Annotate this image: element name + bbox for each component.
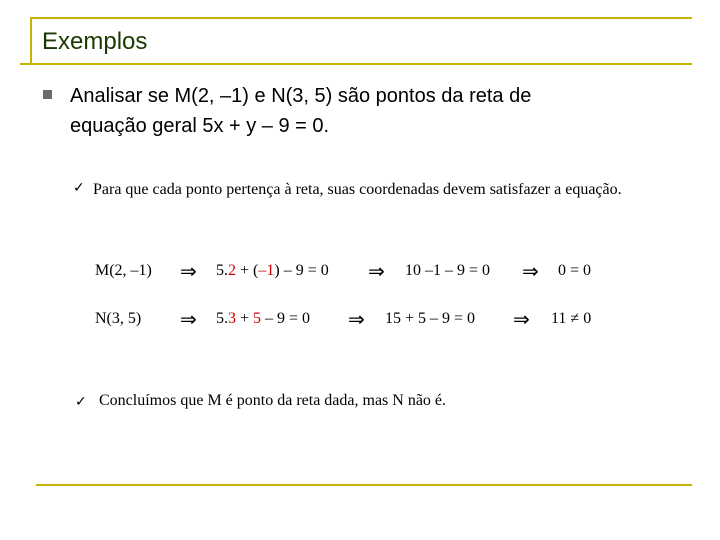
square-bullet-icon: [43, 90, 52, 99]
slide-title: Exemplos: [42, 28, 148, 55]
implies-arrow-icon: ⇒: [513, 307, 530, 331]
equation-row-n: [95, 310, 141, 328]
sub-mid: + (: [236, 262, 259, 279]
checkmark-icon: ✓: [73, 180, 85, 196]
sub-suffix: ) – 9 = 0: [274, 262, 329, 279]
point-label-m: M(2, –1): [95, 262, 152, 279]
equation-row-m: [95, 262, 152, 280]
implies-arrow-icon: ⇒: [180, 259, 197, 283]
frame-top-line: [30, 17, 692, 19]
main-bullet-line-2: equação geral 5x + y – 9 = 0.: [70, 115, 330, 137]
main-bullet-line-1: Analisar se M(2, –1) e N(3, 5) são pontos da reta de: [70, 85, 532, 107]
footer-line: [36, 484, 692, 486]
implies-arrow-icon: ⇒: [180, 307, 197, 331]
highlight-value: –1: [258, 262, 275, 279]
main-bullet-text: [70, 81, 680, 141]
implies-arrow-icon: ⇒: [522, 259, 539, 283]
simplified-n: 15 + 5 – 9 = 0: [385, 310, 476, 327]
sub-prefix: 5.: [216, 262, 228, 279]
implies-arrow-icon: ⇒: [348, 307, 365, 331]
simplified-m: 10 –1 – 9 = 0: [405, 262, 491, 279]
frame-left-line: [30, 18, 32, 65]
point-label-n: N(3, 5): [95, 310, 142, 327]
conclusion-text: Concluímos que M é ponto da reta dada, mas N não é.: [99, 392, 447, 409]
title-underline: [20, 63, 692, 65]
implies-arrow-icon: ⇒: [368, 259, 385, 283]
subpoint-text: Para que cada ponto pertença à reta, suas coordenadas devem satisfazer a equação.: [93, 181, 622, 198]
highlight-value: 3: [228, 310, 236, 327]
sub-mid: +: [236, 310, 254, 327]
result-n: 11 ≠ 0: [551, 310, 592, 327]
sub-prefix: 5.: [216, 310, 228, 327]
highlight-value: 5: [253, 310, 262, 327]
checkmark-icon: ✓: [75, 394, 87, 410]
substitution-m: [216, 262, 329, 280]
result-m: 0 = 0: [558, 262, 592, 279]
highlight-value: 2: [228, 262, 236, 279]
substitution-n: [216, 310, 310, 328]
sub-suffix: – 9 = 0: [261, 310, 311, 327]
